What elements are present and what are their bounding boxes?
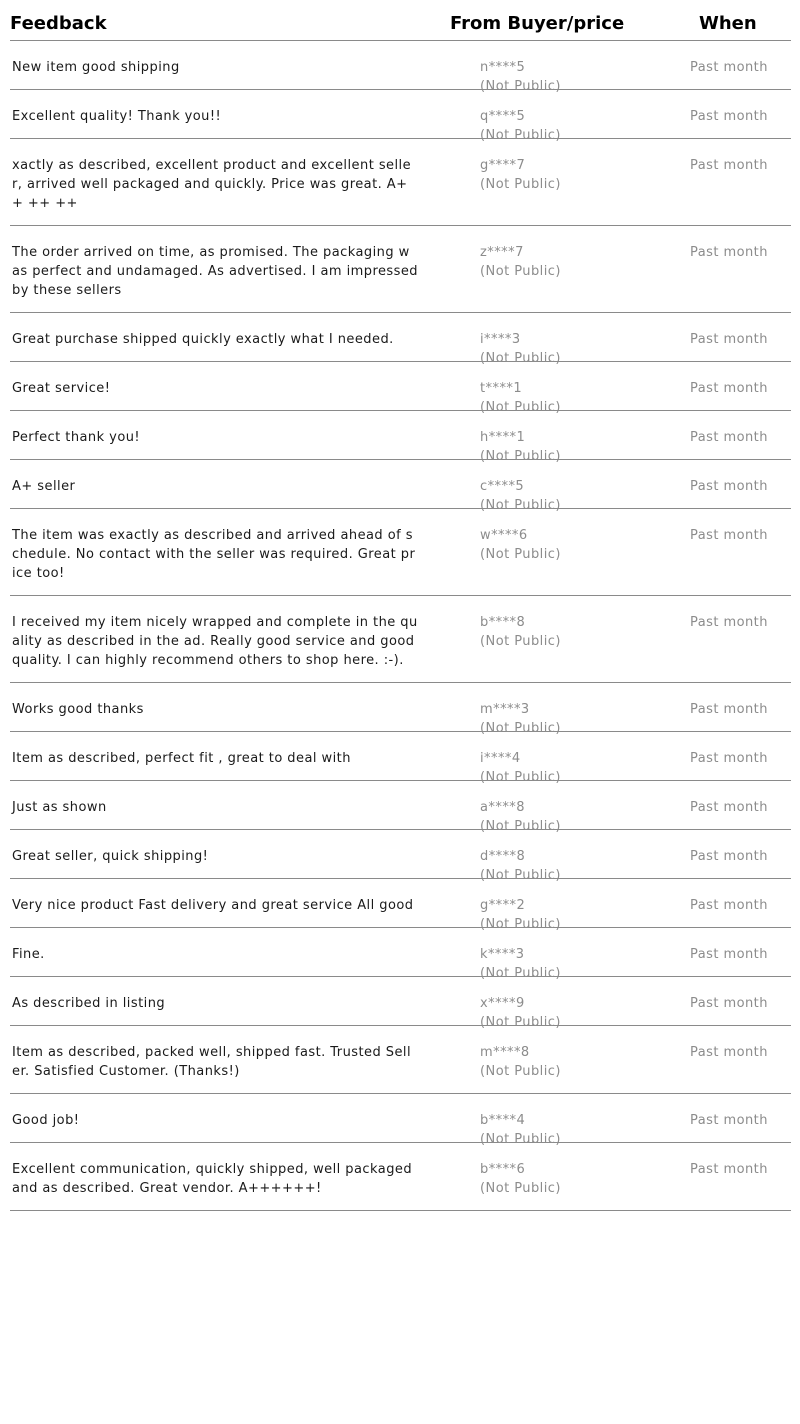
when-text: Past month <box>690 479 768 494</box>
buyer-id: a****8 <box>480 800 525 815</box>
price-note: (Not Public) <box>480 1132 561 1147</box>
table-header <box>10 0 791 41</box>
feedback-text: Fine. <box>12 947 45 962</box>
buyer-id: b****8 <box>480 615 526 630</box>
price-note: (Not Public) <box>480 917 561 932</box>
price-note: (Not Public) <box>480 449 561 464</box>
price-note: (Not Public) <box>480 400 561 415</box>
price-note: (Not Public) <box>480 264 561 279</box>
when-text: Past month <box>690 947 768 962</box>
when-text: Past month <box>690 332 768 347</box>
feedback-text: xactly as described, excellent product and excellent seller, arrived well packaged and quickly. Price was great. A++ ++ ++ <box>12 158 412 211</box>
price-note: (Not Public) <box>480 351 561 366</box>
price-note: (Not Public) <box>480 128 561 143</box>
when-text: Past month <box>690 1045 768 1060</box>
when-column-header: When <box>699 13 757 34</box>
buyer-cell <box>480 243 561 281</box>
table-row <box>10 732 791 785</box>
table-row <box>10 830 791 883</box>
table-row <box>10 509 791 596</box>
table-row <box>10 596 791 683</box>
buyer-id: n****5 <box>480 60 526 75</box>
when-text: Past month <box>690 849 768 864</box>
price-note: (Not Public) <box>480 868 561 883</box>
table-row <box>10 313 791 366</box>
table-row <box>10 1143 791 1211</box>
when-text: Past month <box>690 800 768 815</box>
feedback-text: Very nice product Fast delivery and great service All good <box>12 898 414 913</box>
price-note: (Not Public) <box>480 770 561 785</box>
buyer-id: w****6 <box>480 528 528 543</box>
feedback-table <box>10 0 791 1211</box>
buyer-id: m****3 <box>480 702 530 717</box>
feedback-text: Good job! <box>12 1113 80 1128</box>
price-note: (Not Public) <box>480 498 561 513</box>
feedback-text: Just as shown <box>12 800 107 815</box>
buyer-cell <box>480 156 561 194</box>
feedback-text: Item as described, perfect fit , great to deal with <box>12 751 351 766</box>
buyer-id: g****7 <box>480 158 526 173</box>
buyer-id: c****5 <box>480 479 525 494</box>
price-note: (Not Public) <box>480 79 561 94</box>
buyer-id: k****3 <box>480 947 525 962</box>
table-row <box>10 411 791 464</box>
price-note: (Not Public) <box>480 1181 561 1196</box>
table-row <box>10 683 791 736</box>
price-note: (Not Public) <box>480 966 561 981</box>
buyer-id: h****1 <box>480 430 526 445</box>
feedback-text: Excellent communication, quickly shipped, well packaged and as described. Great vendor. A++++++! <box>12 1162 417 1196</box>
when-text: Past month <box>690 1162 768 1177</box>
table-row <box>10 1026 791 1094</box>
feedback-text: New item good shipping <box>12 60 180 75</box>
table-row <box>10 781 791 834</box>
when-text: Past month <box>690 245 768 260</box>
buyer-cell <box>480 613 561 651</box>
table-row <box>10 41 791 94</box>
feedback-text: A+ seller <box>12 479 76 494</box>
table-row <box>10 977 791 1030</box>
when-text: Past month <box>690 158 768 173</box>
feedback-text: Perfect thank you! <box>12 430 141 445</box>
feedback-text: Item as described, packed well, shipped fast. Trusted Seller. Satisfied Customer. (Thanks!) <box>12 1045 412 1079</box>
buyer-id: i****4 <box>480 751 521 766</box>
when-text: Past month <box>690 751 768 766</box>
buyer-id: z****7 <box>480 245 524 260</box>
feedback-text: I received my item nicely wrapped and complete in the quality as described in the ad. Really good service and good quality. I can highly recommend others to shop here. :-). <box>12 615 420 668</box>
table-row <box>10 90 791 143</box>
buyer-id: b****6 <box>480 1162 526 1177</box>
feedback-text: Great purchase shipped quickly exactly what I needed. <box>12 332 394 347</box>
buyer-id: b****4 <box>480 1113 526 1128</box>
price-note: (Not Public) <box>480 1064 561 1079</box>
buyer-id: i****3 <box>480 332 521 347</box>
feedback-column-header: Feedback <box>10 13 107 34</box>
feedback-text: Excellent quality! Thank you!! <box>12 109 222 124</box>
price-note: (Not Public) <box>480 819 561 834</box>
buyer-id: t****1 <box>480 381 523 396</box>
feedback-text: The order arrived on time, as promised. The packaging was perfect and undamaged. As advertised. I am impressed by these sellers <box>12 245 423 298</box>
buyer-id: g****2 <box>480 898 526 913</box>
feedback-text: Great service! <box>12 381 111 396</box>
table-row <box>10 460 791 513</box>
when-text: Past month <box>690 430 768 445</box>
buyer-id: x****9 <box>480 996 525 1011</box>
buyer-id: m****8 <box>480 1045 530 1060</box>
buyer-column-header: From Buyer/price <box>450 13 625 34</box>
table-row <box>10 139 791 226</box>
table-row <box>10 362 791 415</box>
when-text: Past month <box>690 615 768 630</box>
price-note: (Not Public) <box>480 547 561 562</box>
when-text: Past month <box>690 898 768 913</box>
table-row <box>10 1094 791 1147</box>
price-note: (Not Public) <box>480 721 561 736</box>
feedback-text: Works good thanks <box>12 702 144 717</box>
price-note: (Not Public) <box>480 177 561 192</box>
feedback-text: The item was exactly as described and arrived ahead of schedule. No contact with the seller was required. Great price too! <box>12 528 416 581</box>
when-text: Past month <box>690 109 768 124</box>
buyer-cell <box>480 1160 561 1198</box>
price-note: (Not Public) <box>480 634 561 649</box>
when-text: Past month <box>690 381 768 396</box>
table-row <box>10 928 791 981</box>
buyer-id: d****8 <box>480 849 526 864</box>
buyer-id: q****5 <box>480 109 526 124</box>
buyer-cell <box>480 1043 561 1081</box>
when-text: Past month <box>690 1113 768 1128</box>
when-text: Past month <box>690 528 768 543</box>
table-row <box>10 879 791 932</box>
table-row <box>10 226 791 313</box>
when-text: Past month <box>690 702 768 717</box>
buyer-cell <box>480 526 561 564</box>
when-text: Past month <box>690 60 768 75</box>
when-text: Past month <box>690 996 768 1011</box>
feedback-text: As described in listing <box>12 996 166 1011</box>
feedback-text: Great seller, quick shipping! <box>12 849 209 864</box>
price-note: (Not Public) <box>480 1015 561 1030</box>
